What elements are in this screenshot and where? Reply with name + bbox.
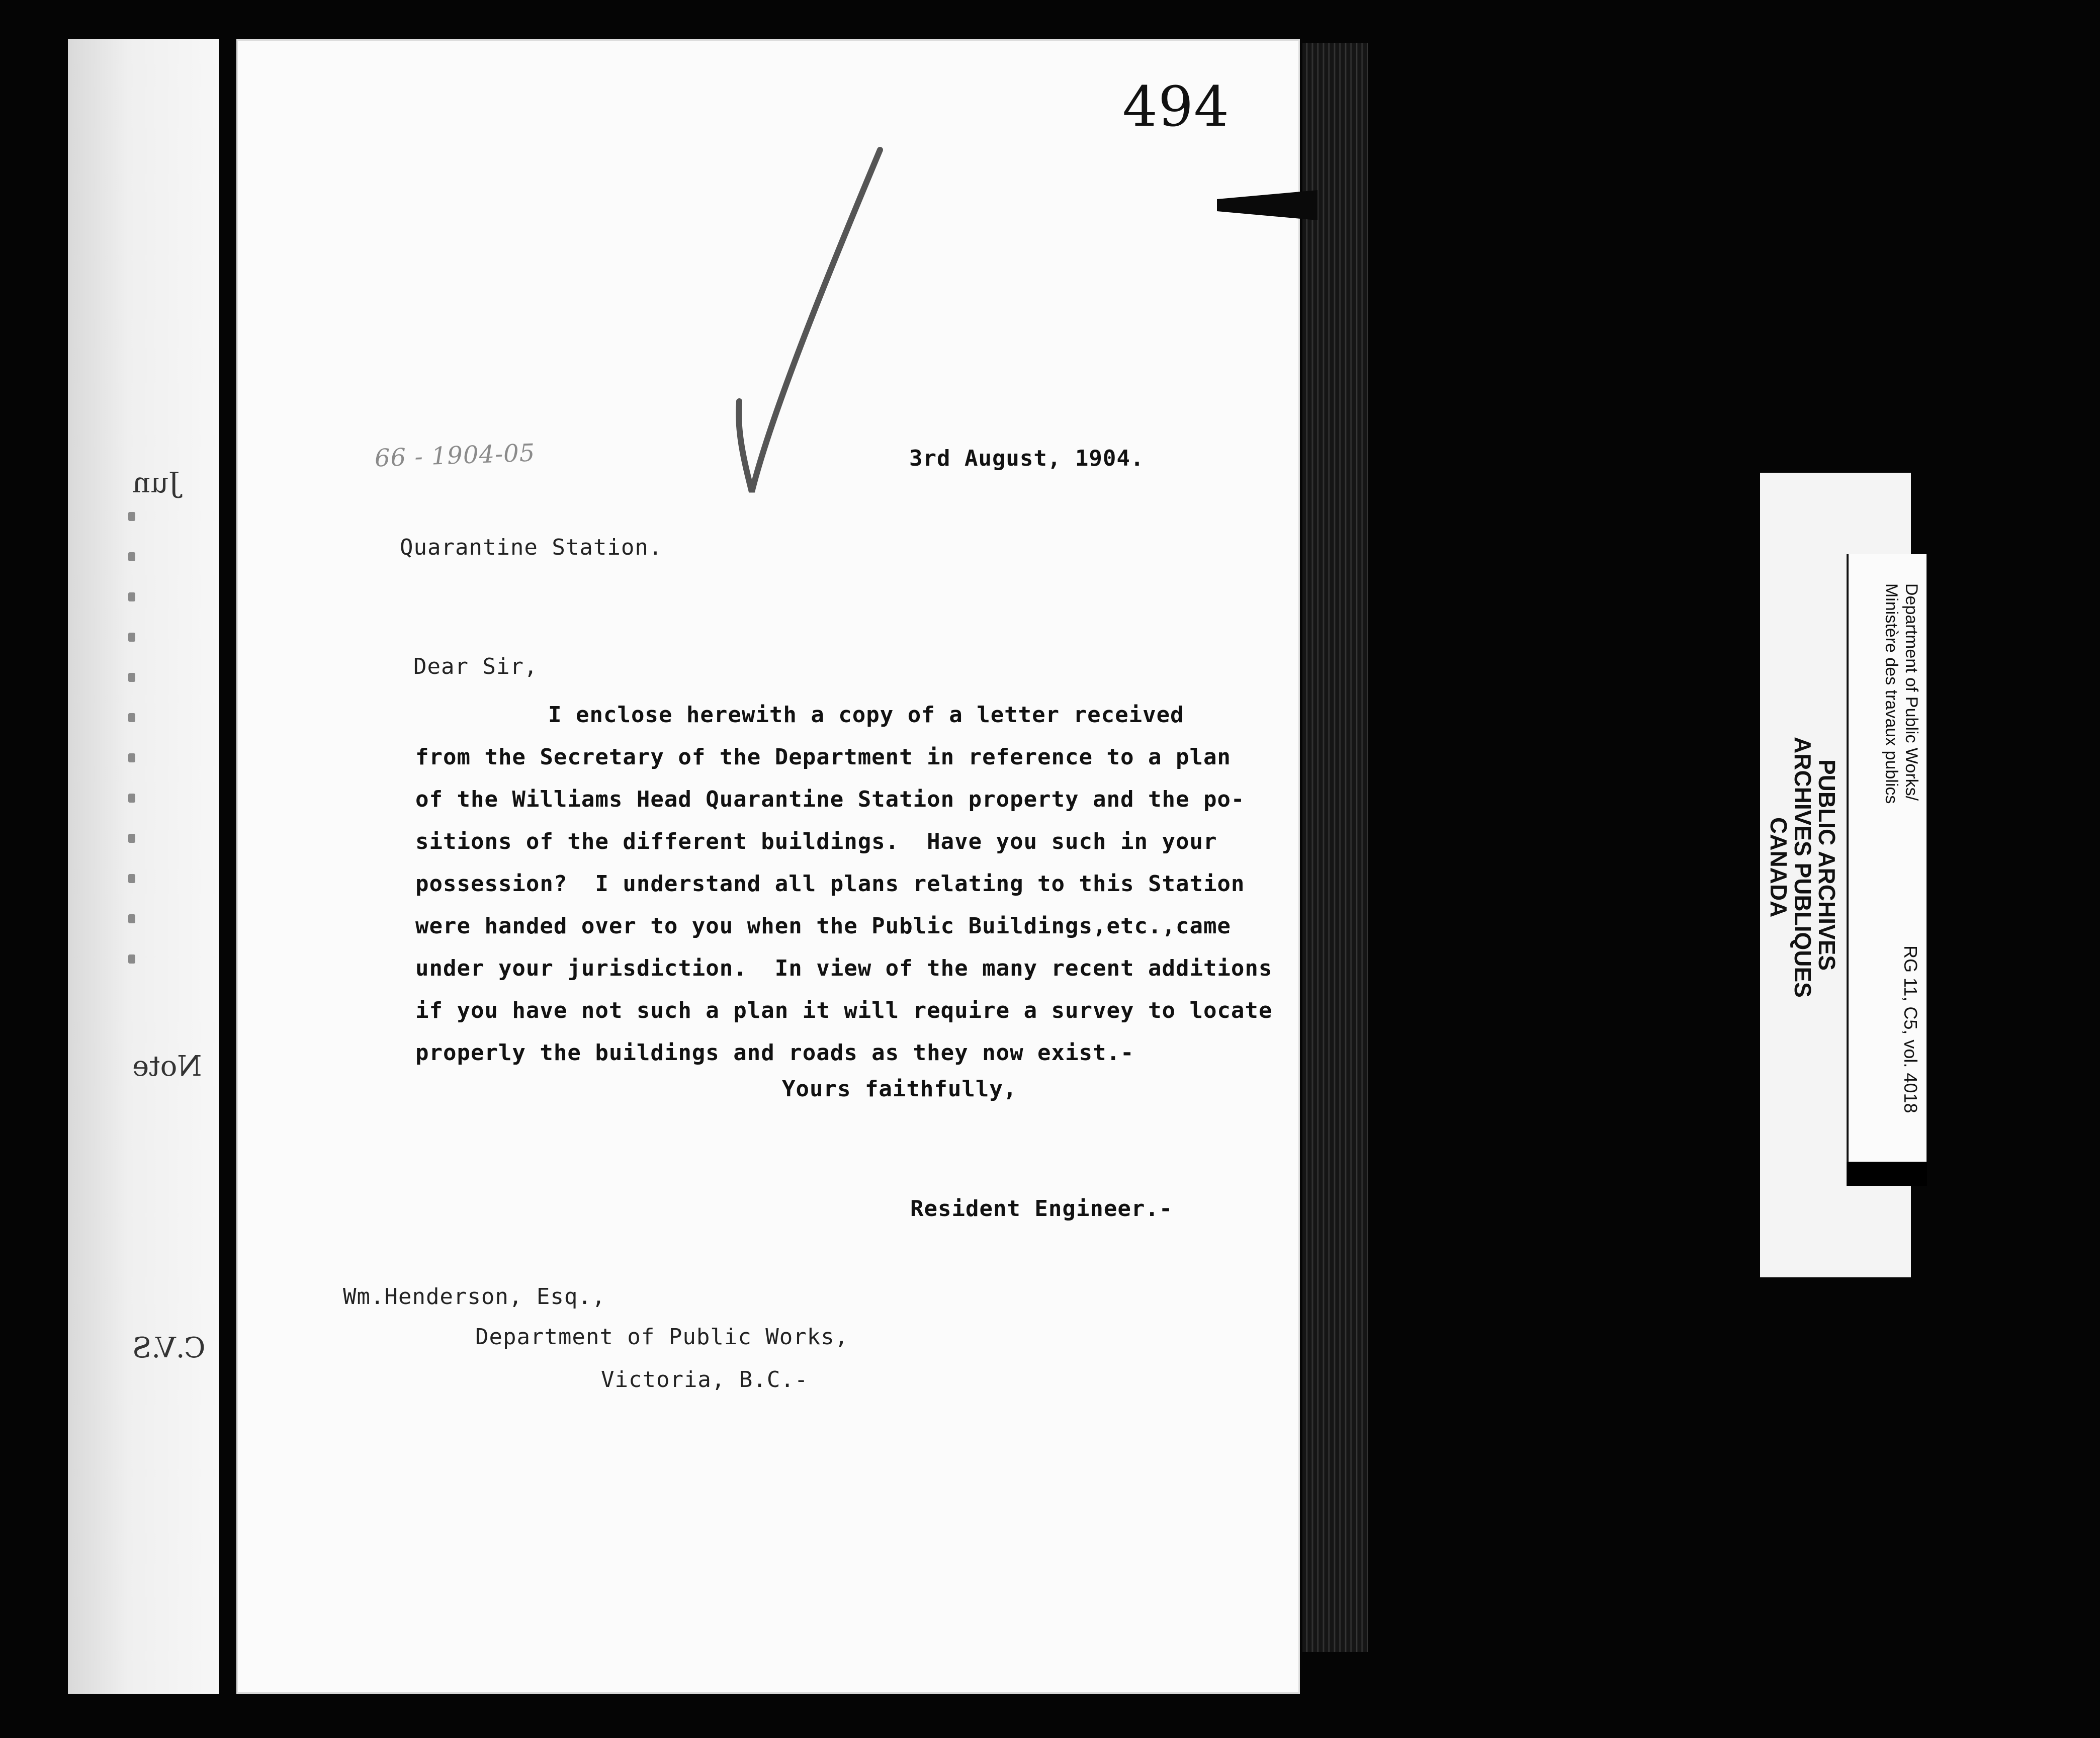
margin-mark <box>128 874 135 883</box>
recipient-city: Victoria, B.C.- <box>601 1367 809 1393</box>
archive-label-tab-edge <box>1847 1162 1927 1186</box>
margin-mark <box>128 512 135 521</box>
recipient-department: Department of Public Works, <box>475 1324 849 1350</box>
margin-mark <box>128 834 135 843</box>
file-number-note: 66 - 1904-05 <box>374 439 536 473</box>
margin-mark <box>128 673 135 682</box>
signature: Resident Engineer.- <box>910 1196 1173 1222</box>
margin-mark <box>128 633 135 642</box>
previous-page-strip <box>68 39 219 1694</box>
label-ministere: Ministère des travaux publics <box>1882 583 1901 804</box>
margin-mark <box>128 713 135 722</box>
margin-mark <box>128 914 135 923</box>
stacked-page-edges <box>1302 43 1368 1652</box>
bleed-through-text: Jun <box>132 467 180 499</box>
folio-number: 494 <box>1122 74 1230 139</box>
body-line: I enclose herewith a copy of a letter received <box>548 702 1184 728</box>
letter-page <box>236 39 1300 1694</box>
recipient-name: Wm.Henderson, Esq., <box>343 1284 606 1310</box>
body-line: if you have not such a plan it will require a survey to locate <box>415 998 1273 1023</box>
margin-mark <box>128 753 135 762</box>
body-line: were handed over to you when the Public Buildings,etc.,came <box>415 913 1231 939</box>
bleed-through-text: C.V.S <box>132 1332 206 1364</box>
letter-subject: Quarantine Station. <box>400 535 663 560</box>
body-line: from the Secretary of the Department in reference to a plan <box>415 744 1231 770</box>
body-line: under your jurisdiction. In view of the many recent additions <box>415 955 1273 981</box>
closing: Yours faithfully, <box>782 1076 1017 1102</box>
label-archives-en: PUBLIC ARCHIVES <box>1814 759 1840 971</box>
body-line: possession? I understand all plans relating to this Station <box>415 871 1245 897</box>
label-archives-fr: ARCHIVES PUBLIQUES <box>1790 737 1816 998</box>
body-line: of the Williams Head Quarantine Station property and the po- <box>415 787 1245 812</box>
label-department: Department of Public Works/ <box>1902 583 1921 801</box>
margin-mark <box>128 592 135 601</box>
letter-date: 3rd August, 1904. <box>909 446 1145 471</box>
label-country: CANADA <box>1766 817 1792 918</box>
body-line: properly the buildings and roads as they now exist.- <box>415 1040 1134 1066</box>
margin-mark <box>128 552 135 561</box>
margin-mark <box>128 794 135 803</box>
bleed-through-text: Note <box>132 1050 202 1083</box>
margin-mark <box>128 954 135 964</box>
salutation: Dear Sir, <box>413 654 538 679</box>
handwritten-checkmark <box>714 140 905 512</box>
label-reference: RG 11, C5, vol. 4018 <box>1900 945 1921 1113</box>
body-line: sitions of the different buildings. Have you such in your <box>415 829 1217 854</box>
